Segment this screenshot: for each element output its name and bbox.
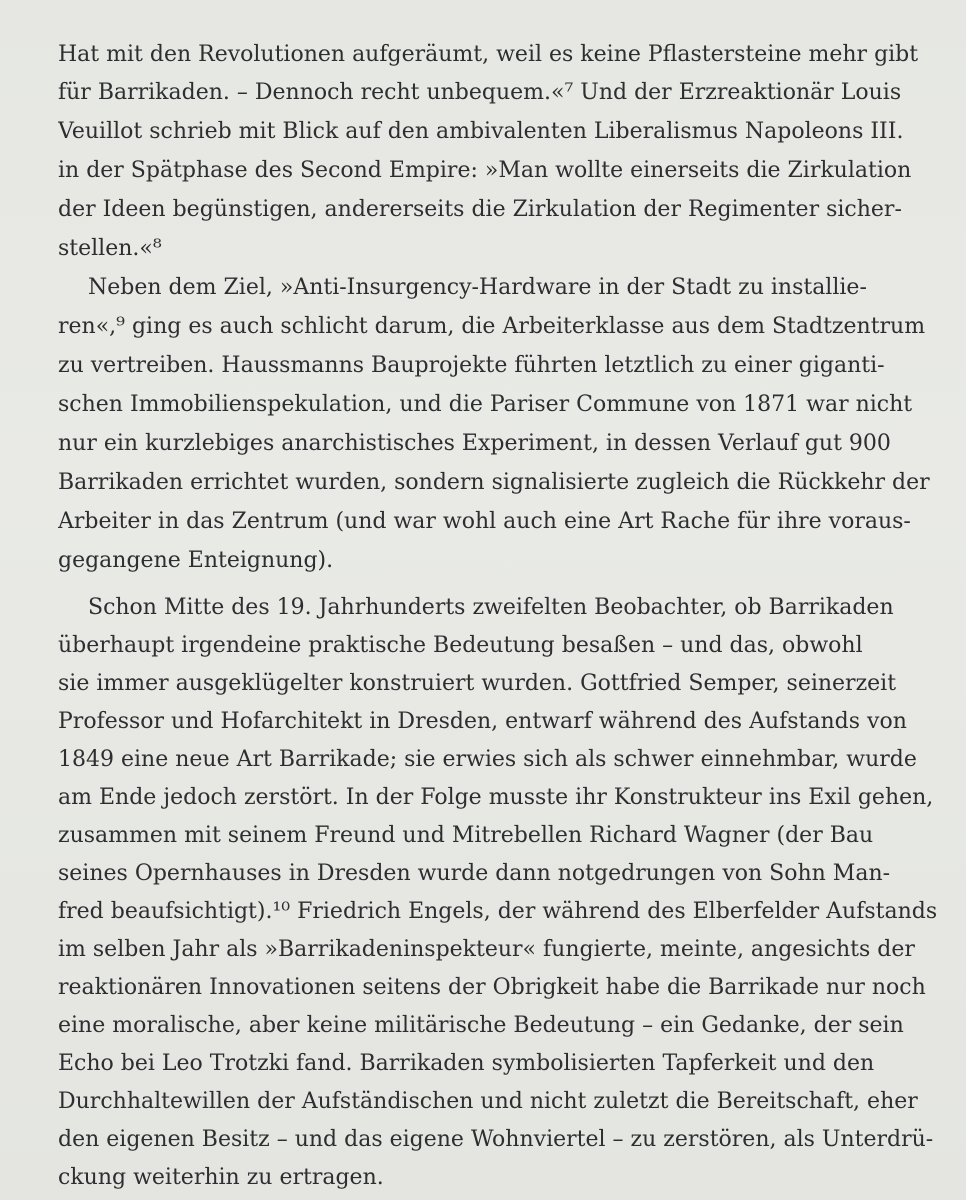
text-line: gegangene Enteignung). [58,548,334,573]
text-line: 1849 eine neue Art Barrikade; sie erwies sich als schwer einnehmbar, wurde [58,747,917,772]
text-line: Durchhaltewillen der Aufständischen und nicht zuletzt die Bereitschaft, eher [58,1089,918,1114]
text-line: Barrikaden errichtet wurden, sondern signalisierte zugleich die Rückkehr der [58,470,930,495]
text-line: nur ein kurzlebiges anarchistisches Experiment, in dessen Verlauf gut 900 [58,431,891,456]
text-line: eine moralische, aber keine militärische Bedeutung – ein Gedanke, der sein [58,1013,904,1038]
text-line: stellen.«⁸ [58,236,162,261]
text-line: zu vertreiben. Haussmanns Bauprojekte führten letztlich zu einer giganti- [58,353,885,378]
text-line: seines Opernhauses in Dresden wurde dann notgedrungen von Sohn Man- [58,861,891,886]
text-line: zusammen mit seinem Freund und Mitrebellen Richard Wagner (der Bau [58,823,874,848]
text-line: Neben dem Ziel, »Anti-Insurgency-Hardware in der Stadt zu installie- [88,275,867,300]
text-line: der Ideen begünstigen, andererseits die Zirkulation der Regimenter sicher- [58,197,902,222]
text-line: ren«,⁹ ging es auch schlicht darum, die Arbeiterklasse aus dem Stadtzentrum [58,314,926,339]
text-line: schen Immobilienspekulation, und die Pariser Commune von 1871 war nicht [58,392,913,417]
text-line: Hat mit den Revolutionen aufgeräumt, weil es keine Pflastersteine mehr gibt [58,42,919,67]
text-line: Echo bei Leo Trotzki fand. Barrikaden symbolisierten Tapferkeit und den [58,1051,875,1076]
text-line: in der Spätphase des Second Empire: »Man wollte einerseits die Zirkulation [58,158,912,183]
text-line: Professor und Hofarchitekt in Dresden, entwarf während des Aufstands von [58,709,907,734]
text-line: Schon Mitte des 19. Jahrhunderts zweifelten Beobachter, ob Barrikaden [88,595,894,620]
text-line: für Barrikaden. – Dennoch recht unbequem.«⁷ Und der Erzreaktionär Louis [58,80,902,105]
text-line: im selben Jahr als »Barrikadeninspekteur« fungierte, meinte, angesichts der [58,937,915,962]
text-line: überhaupt irgendeine praktische Bedeutung besaßen – und das, obwohl [58,633,863,658]
text-line: Veuillot schrieb mit Blick auf den ambivalenten Liberalismus Napoleons III. [58,119,904,144]
text-line: fred beaufsichtigt).¹⁰ Friedrich Engels, der während des Elberfelder Aufstands [58,899,938,924]
text-line: sie immer ausgeklügelter konstruiert wurden. Gottfried Semper, seinerzeit [58,671,897,696]
text-line: reaktionären Innovationen seitens der Obrigkeit habe die Barrikade nur noch [58,975,926,1000]
text-line: ckung weiterhin zu ertragen. [58,1165,384,1190]
text-line: am Ende jedoch zerstört. In der Folge musste ihr Konstrukteur ins Exil gehen, [58,785,934,810]
text-line: den eigenen Besitz – und das eigene Wohnviertel – zu zerstören, als Unterdrü- [58,1127,934,1152]
text-line: Arbeiter in das Zentrum (und war wohl auch eine Art Rache für ihre voraus- [58,509,911,534]
